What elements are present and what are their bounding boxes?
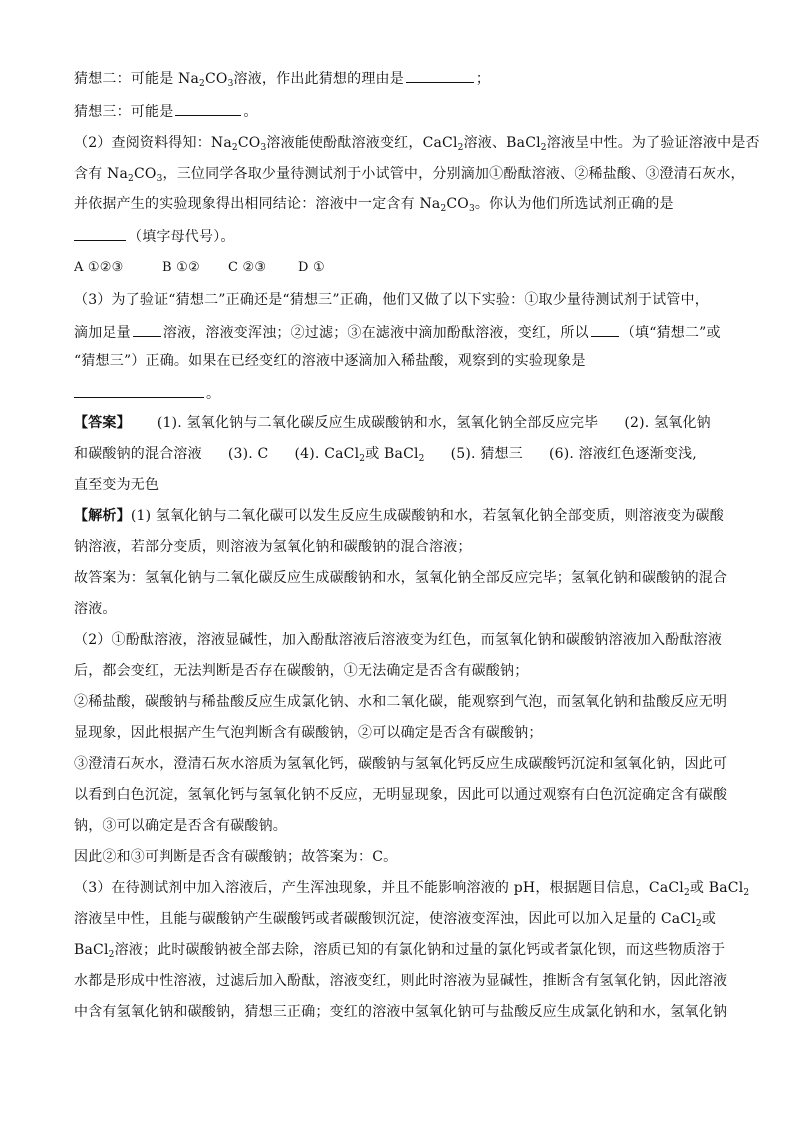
- subscript: 2: [231, 143, 238, 153]
- answer-line-2: [74, 445, 734, 468]
- text: 猜想三：可能是: [74, 104, 174, 120]
- answer-blank[interactable]: [591, 322, 619, 337]
- subscript: 2: [683, 888, 690, 898]
- analysis-text: 以看到白色沉淀，氢氧化钙与氢氧化钠不反应，无明显现象，因此可以通过观察有白色沉淀确定含有碳酸: [74, 787, 728, 803]
- answer-text: 或 BaCl: [365, 446, 419, 462]
- analysis-text: BaCl: [74, 942, 109, 958]
- question-2-line-4: [74, 226, 734, 246]
- guess-three-line: [74, 101, 734, 121]
- answer-text: 直至变为无色: [74, 477, 160, 493]
- question-3-line-1: [74, 291, 734, 309]
- subscript: 2: [359, 454, 366, 464]
- subscript: 2: [540, 143, 547, 153]
- answer-part-5: (5). 猜想三: [450, 446, 523, 462]
- option-d[interactable]: D ①: [298, 260, 325, 275]
- analysis-text: 钠溶液，若部分变质，则溶液为氢氧化钠和碳酸钠的混合溶液；: [74, 539, 472, 555]
- text: CO: [237, 135, 261, 151]
- analysis-text: 或: [701, 911, 717, 927]
- question-2-line-3: [74, 195, 734, 218]
- text: （3）为了验证“猜想二”正确还是“猜想三”正确，他们又做了以下实验：①取少量待测试剂于试管中，: [74, 292, 709, 308]
- question-3-line-3: [74, 352, 734, 370]
- answer-part-6: (6). 溶液红色逐渐变浅,: [548, 446, 697, 462]
- text: （填字母代号）。: [128, 229, 235, 245]
- analysis-text: 溶液。: [74, 601, 117, 617]
- analysis-text: （2）①酚酞溶液，溶液显碱性，加入酚酞溶液后溶液变为红色，而氢氧化钠和碳酸钠溶液加入酚酞溶液: [74, 632, 723, 648]
- subscript: 2: [418, 454, 425, 464]
- answer-label: 【答案】: [74, 415, 131, 431]
- guess-two-line: [74, 68, 734, 93]
- analysis-line-6: [74, 662, 734, 680]
- text: 。: [243, 104, 258, 120]
- analysis-line-5: [74, 631, 734, 649]
- subscript: 3: [227, 79, 234, 89]
- text: 滴加足量: [74, 325, 131, 341]
- text: 溶液，作出此猜想的理由是: [233, 71, 404, 87]
- analysis-line-17: [74, 1003, 734, 1021]
- answer-blank[interactable]: [175, 101, 241, 116]
- answer-blank[interactable]: [74, 383, 204, 398]
- analysis-line-14: [74, 910, 734, 933]
- answer-text: 和碳酸钠的混合溶液: [74, 446, 202, 462]
- analysis-line-16: [74, 972, 734, 990]
- analysis-text: (1) 氢氧化钠与二氧化碳可以发生反应生成碳酸钠和水，若氢氧化钠全部变质，则溶液变为碳酸: [130, 508, 724, 524]
- analysis-text: 溶液；此时碳酸钠被全部去除，溶质已知的有氯化钠和过量的氯化钙或者氯化钡，而这些物质溶于: [114, 942, 726, 958]
- analysis-text: 显现象，因此根据产生气泡判断含有碳酸钠，②可以确定是否含有碳酸钠；: [74, 725, 543, 741]
- subscript: 2: [128, 174, 134, 184]
- text: （填“猜想二”或: [620, 325, 721, 341]
- text: CO: [446, 196, 469, 212]
- analysis-text: 后，都会变红，无法判断是否存在碳酸钠，①无法确定是否含有碳酸钠；: [74, 663, 529, 679]
- analysis-text: 水都是形成中性溶液，过滤后加入酚酞，溶液变红，则此时溶液为显碱性，推断含有氢氧化钠，因此溶液: [74, 973, 728, 989]
- answer-part-3: (3). C: [227, 446, 269, 462]
- subscript: 2: [108, 950, 115, 960]
- analysis-line-12: [74, 848, 734, 866]
- text: 含有 Na: [74, 166, 129, 182]
- answer-blank[interactable]: [406, 68, 474, 83]
- analysis-line-1: [74, 507, 734, 525]
- analysis-line-9: [74, 755, 734, 773]
- answer-line-3: [74, 476, 734, 494]
- text: 溶液呈中性。为了验证溶液中是否: [546, 135, 760, 151]
- analysis-line-10: [74, 786, 734, 804]
- analysis-label: 【解析】: [74, 508, 131, 524]
- text: 。你认为他们所选试剂正确的是: [474, 196, 674, 212]
- text: 溶液能使酚酞溶液变红，CaCl: [266, 135, 458, 151]
- text: “猜想三”）正确。如果在已经变红的溶液中逐滴加入稀盐酸，观察到的实验现象是: [74, 353, 586, 369]
- question-3-line-4: [74, 383, 734, 403]
- analysis-text: ③澄清石灰水，澄清石灰水溶质为氢氧化钙，碳酸钠与氢氧化钙反应生成碳酸钙沉淀和氢氧化钠，因此可: [74, 756, 728, 772]
- analysis-line-2: [74, 538, 734, 556]
- question-2-line-2: [74, 165, 745, 188]
- option-b[interactable]: B ①②: [162, 260, 200, 275]
- analysis-text: 中含有氢氧化钠和碳酸钠，猜想三正确；变红的溶液中氢氧化钠可与盐酸反应生成氯化钠和水，氢氧化钠: [74, 1004, 728, 1020]
- subscript: 2: [199, 79, 205, 89]
- subscript: 3: [260, 143, 267, 153]
- answer-line-1: [74, 414, 734, 432]
- text: 并依据产生的实验现象得出相同结论：溶液中一定含有 Na: [74, 196, 441, 212]
- text: （2）查阅资料得知：Na: [74, 135, 232, 151]
- analysis-line-8: [74, 724, 734, 742]
- text: 溶液，溶液变浑浊；②过滤；③在滤液中滴加酚酞溶液，变红，所以: [162, 325, 589, 341]
- analysis-line-15: [74, 941, 734, 964]
- analysis-text: 或 BaCl: [689, 880, 744, 896]
- subscript: 3: [468, 204, 475, 214]
- answer-blank[interactable]: [74, 226, 126, 241]
- subscript: 3: [156, 174, 163, 184]
- text: ；: [475, 71, 491, 87]
- answer-blank[interactable]: [133, 322, 161, 337]
- analysis-line-13: [74, 879, 750, 902]
- subscript: 2: [457, 143, 464, 153]
- analysis-text: 钠，③可以确定是否含有碳酸钠。: [74, 818, 287, 834]
- answer-part-4: (4). CaCl: [294, 446, 360, 462]
- subscript: 2: [695, 919, 702, 929]
- subscript: 2: [440, 204, 447, 214]
- analysis-line-4: [74, 600, 734, 618]
- analysis-text: 因此②和③可判断是否含有碳酸钠；故答案为：C。: [74, 849, 398, 865]
- text: 溶液、BaCl: [463, 135, 541, 151]
- question-3-line-2: [74, 322, 734, 342]
- text: ，三位同学各取少量待测试剂于小试管中，分别滴加①酚酞溶液、②稀盐酸、③澄清石灰水，: [162, 166, 745, 182]
- analysis-text: ②稀盐酸，碳酸钠与稀盐酸反应生成氯化钠、水和二氧化碳，能观察到气泡，而氢氧化钠和盐酸反应无明: [74, 694, 728, 710]
- analysis-line-7: [74, 693, 734, 711]
- answer-part-1: (1). 氢氧化钠与二氧化碳反应生成碳酸钠和水，氢氧化钠全部反应完毕: [156, 415, 599, 431]
- analysis-line-11: [74, 817, 734, 835]
- text: CO: [204, 71, 228, 87]
- analysis-text: 溶液呈中性，且能与碳酸钠产生碳酸钙或者碳酸钡沉淀，使溶液变浑浊，因此可以加入足量的 CaCl: [74, 911, 696, 927]
- analysis-text: （3）在待测试剂中加入溶液后，产生浑浊现象，并且不能影响溶液的 pH，根据题目信息，CaCl: [74, 880, 684, 896]
- answer-part-2: (2). 氢氧化钠: [624, 415, 711, 431]
- option-c[interactable]: C ②③: [228, 260, 267, 275]
- subscript: 2: [743, 888, 750, 898]
- option-a[interactable]: A ①②③: [74, 260, 124, 275]
- text: 。: [206, 386, 221, 402]
- text: CO: [133, 166, 157, 182]
- analysis-text: 故答案为：氢氧化钠与二氧化碳反应生成碳酸钠和水，氢氧化钠全部反应完毕；氢氧化钠和碳酸钠的混合: [74, 570, 728, 586]
- answer-options: [74, 259, 734, 277]
- question-2-line-1: [74, 134, 760, 157]
- analysis-line-3: [74, 569, 734, 587]
- text: 猜想二：可能是 Na: [74, 71, 200, 87]
